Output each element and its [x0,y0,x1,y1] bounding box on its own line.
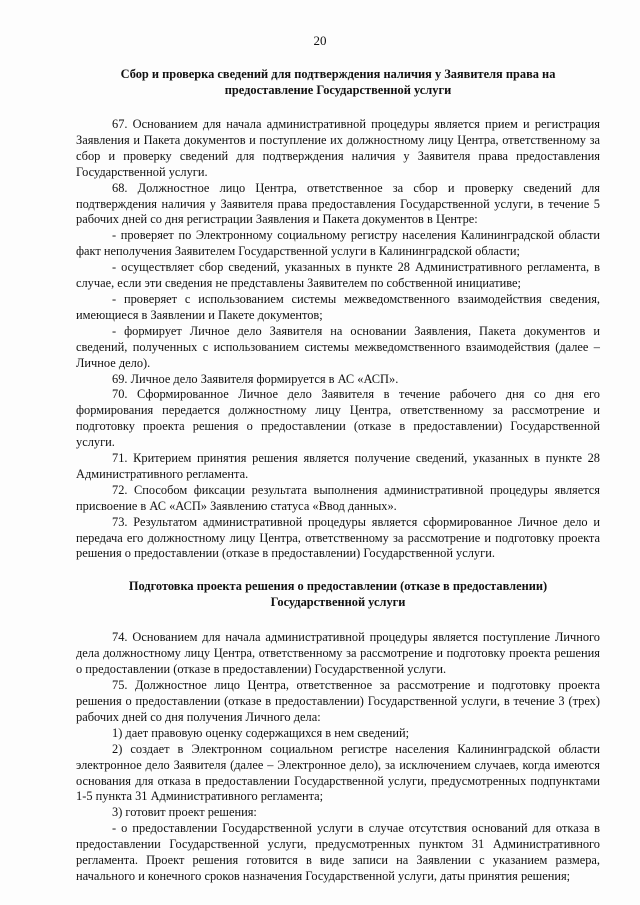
paragraph-68: 68. Должностное лицо Центра, ответственное за сбор и проверку сведений для подтверждения наличия у Заявителя права предоставления Государственной услуги, в течение 5 рабочих дней со дня регистрации Заявления и Пакета документов в Центре: [76,180,600,227]
list-item: - о предоставлении Государственной услуги в случае отсутствия оснований для отказа в предоставлении Государственной услуги, предусмотренных пунктом 31 Административного регламента. Проект решения готовится в виде записи на Заявлении с указанием размера, начального и конечного сроков назначения Государственной услуги, даты принятия решения; [76,821,600,883]
paragraph-75: 75. Должностное лицо Центра, ответственное за рассмотрение и подготовку проекта решения о предоставлении (отказе в предоставлении) Государственной услуги, в течение 3 (трех) рабочих дней со дня получения Личного дела: [76,678,600,724]
list-item: 3) готовит проект решения: [112,805,257,820]
list-item: - проверяет по Электронному социальному регистру населения Калининградской области факт неполучения Заявителем Государственной услуги в Калининградской области; [76,228,600,259]
paragraph-70: 70. Сформированное Личное дело Заявителя в течение рабочего дня со дня его формирования передается должностному лицу Центра, ответственному за рассмотрение и подготовку проекта решения о предоставлении (отказе в предоставлении) Государственной услуги. [76,387,600,450]
paragraph-72: 72. Способом фиксации результата выполнения административной процедуры является присвоение в АС «АСП» Заявлению статуса «Ввод данных». [76,482,600,513]
paragraph-67: 67. Основанием для начала административной процедуры является прием и регистрация Заявления и Пакета документов и поступление их должностному лицу Центра, ответственному за сбор и проверку сведений для подтверждения наличия у Заявителя права предоставления Государственной услуги. [76,117,600,179]
paragraph-71: 71. Критерием принятия решения является получение сведений, указанных в пункте 28 Административного регламента. [76,451,600,481]
list-item: 2) создает в Электронном социальном регистре населения Калининградской области электронное дело Заявителя (далее – Электронное дело), за исключением случаев, когда имеются основания для отказа в предоставлении Государственной услуги, предусмотренных подпунктами 1-5 пункта 31 Административного регламента; [76,741,600,804]
list-item: - осуществляет сбор сведений, указанных в пункте 28 Административного регламента, в случае, если эти сведения не представлены Заявителем по собственной инициативе; [76,260,600,291]
list-item: - формирует Личное дело Заявителя на основании Заявления, Пакета документов и сведений, полученных с использованием системы межведомственного взаимодействия (далее – Личное дело). [76,323,600,370]
section-heading: Сбор и проверка сведений для подтверждения наличия у Заявителя права на предоставление Государственной услуги [120,67,556,97]
paragraph-73: 73. Результатом административной процедуры является сформированное Личное дело и передача его должностному лицу Центра, ответственному за рассмотрение и подготовку проекта решения о предоставлении (отказе в предоставлении) Государственной услуги. [76,514,600,561]
list-item: - проверяет с использованием системы межведомственного взаимодействия сведения, имеющиеся в Заявлении и Пакете документов; [76,291,600,322]
section-data-collection [76,66,600,562]
paragraph-69: 69. Личное дело Заявителя формируется в АС «АСП». [112,371,399,386]
section-decision-draft [76,578,600,885]
section-heading: Подготовка проекта решения о предоставлении (отказе в предоставлении) Государственной услуги [128,579,548,610]
page-number: 20 [313,33,327,48]
list-item: 1) дает правовую оценку содержащихся в нем сведений; [112,725,410,740]
paragraph-74: 74. Основанием для начала административной процедуры является поступление Личного дела должностному лицу Центра, ответственному за рассмотрение и подготовку проекта решения о предоставлении (отказе в предоставлении) Государственной услуги. [76,630,600,677]
document-body [76,62,600,885]
